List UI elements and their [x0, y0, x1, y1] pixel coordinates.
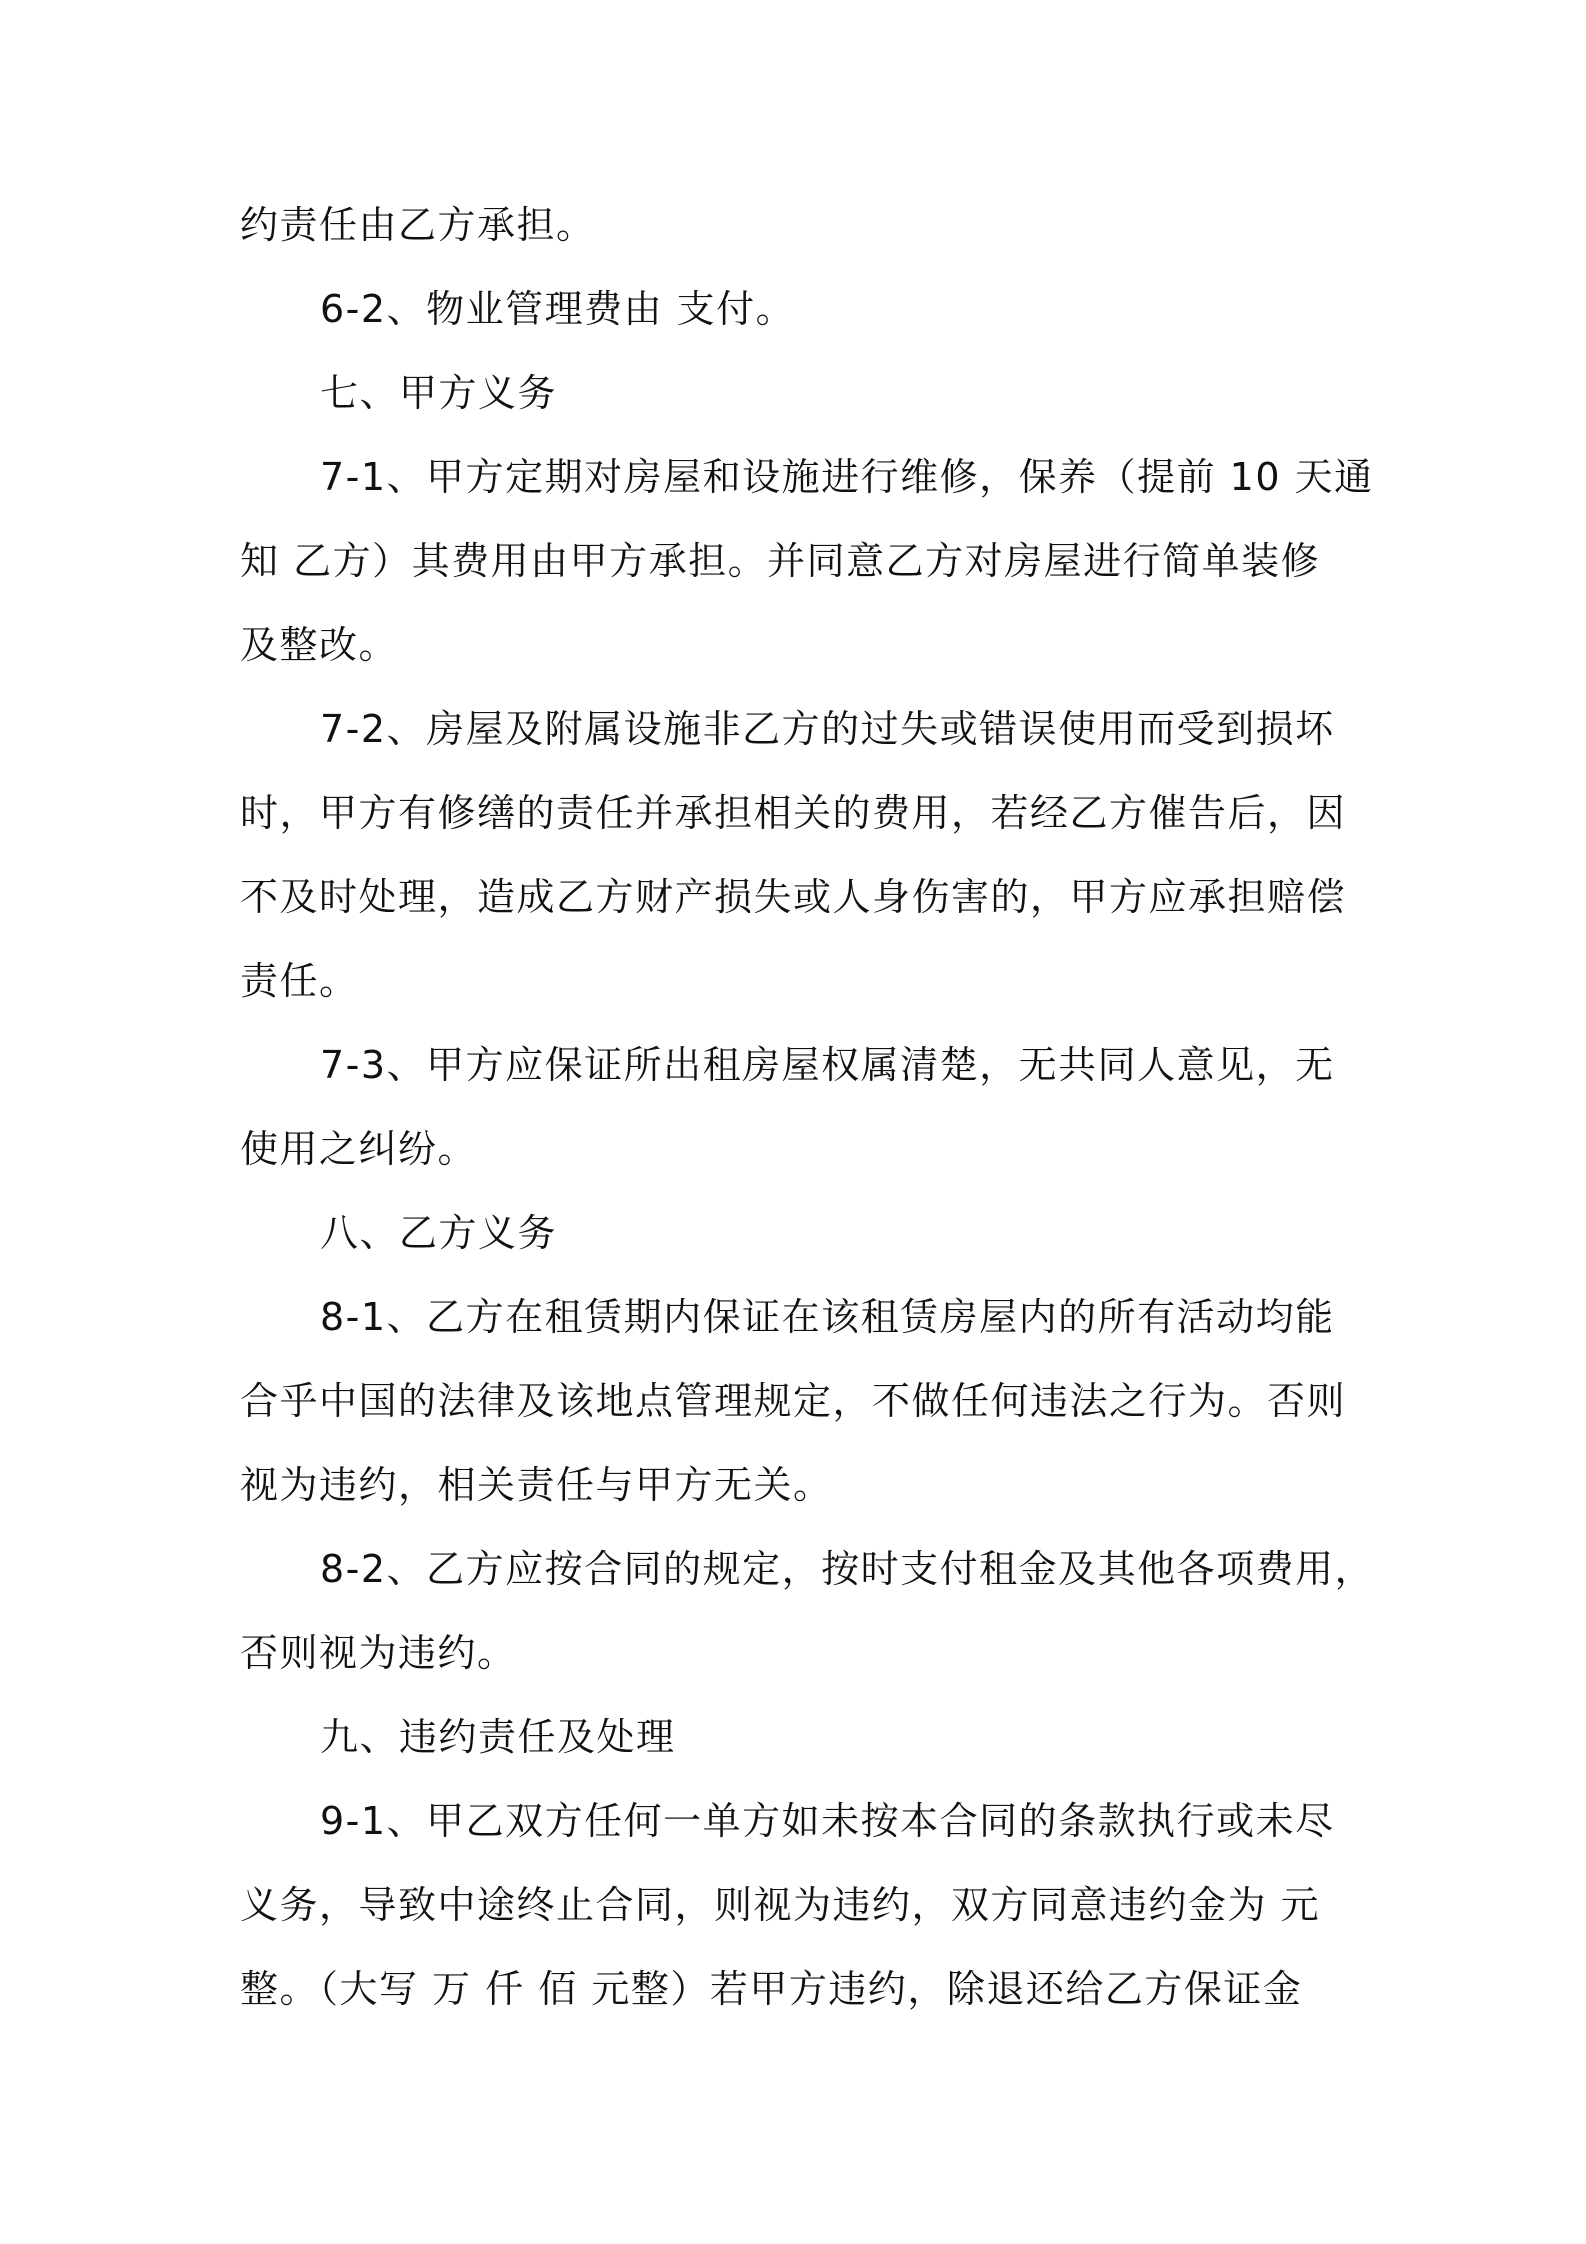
section-heading-8: 八、乙方义务	[320, 1211, 558, 1255]
text-line: 视为违约，相关责任与甲方无关。	[240, 1463, 833, 1507]
clause-7-3: 7-3、甲方应保证所出租房屋权属清楚，无共同人意见，无	[320, 1043, 1335, 1087]
text-line: 责任。	[240, 959, 359, 1003]
text-line: 时，甲方有修缮的责任并承担相关的费用，若经乙方催告后，因	[240, 791, 1347, 835]
clause-8-2: 8-2、乙方应按合同的规定，按时支付租金及其他各项费用，	[320, 1547, 1375, 1591]
text-line: 否则视为违约。	[240, 1631, 517, 1675]
text-line: 整。（大写 万 仟 佰 元整）若甲方违约，除退还给乙方保证金	[240, 1967, 1303, 2011]
clause-7-1: 7-1、甲方定期对房屋和设施进行维修，保养（提前 10 天通	[320, 455, 1374, 499]
section-heading-9: 九、违约责任及处理	[320, 1715, 676, 1759]
text-line: 义务，导致中途终止合同，则视为违约，双方同意违约金为 元	[240, 1883, 1321, 1927]
text-line: 及整改。	[240, 623, 399, 667]
clause-7-2: 7-2、房屋及附属设施非乙方的过失或错误使用而受到损坏	[320, 707, 1335, 751]
clause-6-2: 6-2、物业管理费由 支付。	[320, 287, 796, 331]
text-line: 使用之纠纷。	[240, 1127, 478, 1171]
text-line: 不及时处理，造成乙方财产损失或人身伤害的，甲方应承担赔偿	[240, 875, 1347, 919]
text-line: 知 乙方）其费用由甲方承担。并同意乙方对房屋进行简单装修	[240, 539, 1321, 583]
clause-8-1: 8-1、乙方在租赁期内保证在该租赁房屋内的所有活动均能	[320, 1295, 1335, 1339]
clause-9-1: 9-1、甲乙双方任何一单方如未按本合同的条款执行或未尽	[320, 1799, 1335, 1843]
text-line: 合乎中国的法律及该地点管理规定，不做任何违法之行为。否则	[240, 1379, 1347, 1423]
section-heading-7: 七、甲方义务	[320, 371, 558, 415]
text-line: 约责任由乙方承担。	[240, 203, 596, 247]
